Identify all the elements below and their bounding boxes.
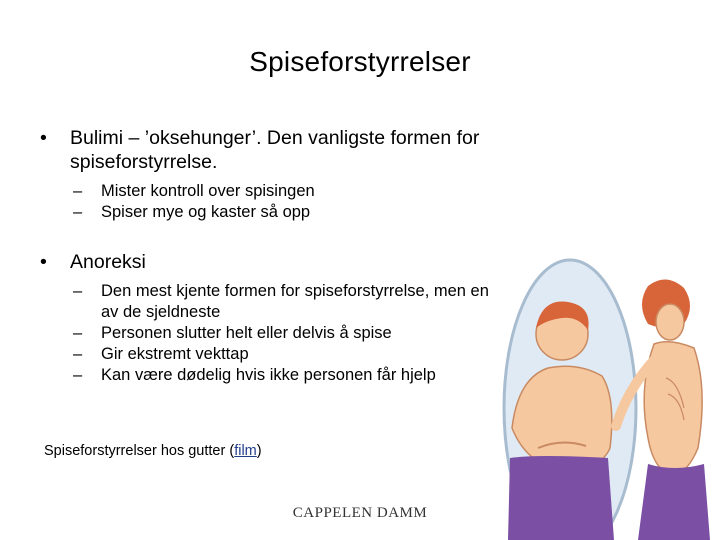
dash-glyph: – bbox=[73, 282, 83, 300]
sub-bullet bbox=[28, 202, 548, 223]
dash-glyph: – bbox=[73, 203, 83, 221]
bullet-glyph: • bbox=[40, 251, 47, 273]
footer-prefix: Spiseforstyrrelser hos gutter ( bbox=[44, 443, 235, 459]
sub-bullet-text: Personen slutter helt eller delvis å spise bbox=[101, 324, 392, 342]
bullet-list bbox=[28, 126, 548, 386]
bullet-bulimi bbox=[28, 126, 548, 174]
sub-bullet-text: Mister kontroll over spisingen bbox=[101, 182, 315, 200]
sub-bullet-text: Spiser mye og kaster så opp bbox=[101, 203, 311, 221]
film-link[interactable]: film bbox=[234, 443, 257, 459]
dash-glyph: – bbox=[73, 182, 83, 200]
dash-glyph: – bbox=[73, 345, 83, 363]
footer-suffix: ) bbox=[256, 443, 262, 459]
dash-glyph: – bbox=[73, 366, 83, 384]
bullet-text: Bulimi – ’oksehunger’. Den vanligste formen for spiseforstyrrelse. bbox=[70, 127, 480, 173]
bullet-text: Anoreksi bbox=[70, 251, 146, 273]
sub-bullet-text: Gir ekstremt vekttap bbox=[101, 345, 249, 363]
sub-bullet bbox=[28, 181, 548, 202]
bullet-anoreksi bbox=[28, 250, 548, 274]
sub-bullet-text: Kan være dødelig hvis ikke personen får hjelp bbox=[101, 366, 436, 384]
cappelen-damm-logo bbox=[290, 499, 430, 523]
mirror-body-image-illustration bbox=[498, 258, 720, 540]
dash-glyph: – bbox=[73, 324, 83, 342]
footer-text bbox=[44, 443, 262, 459]
logo-text: CAPPELEN DAMM bbox=[292, 505, 428, 521]
slide-title: Spiseforstyrrelser bbox=[249, 46, 471, 77]
sub-bullet bbox=[28, 365, 548, 386]
sub-bullet bbox=[28, 323, 548, 344]
sub-bullet-text: Den mest kjente formen for spiseforstyrrelse, men en av de sjeldneste bbox=[101, 282, 489, 321]
sub-bullet bbox=[28, 281, 506, 323]
sub-bullet bbox=[28, 344, 548, 365]
bullet-glyph: • bbox=[40, 127, 47, 149]
